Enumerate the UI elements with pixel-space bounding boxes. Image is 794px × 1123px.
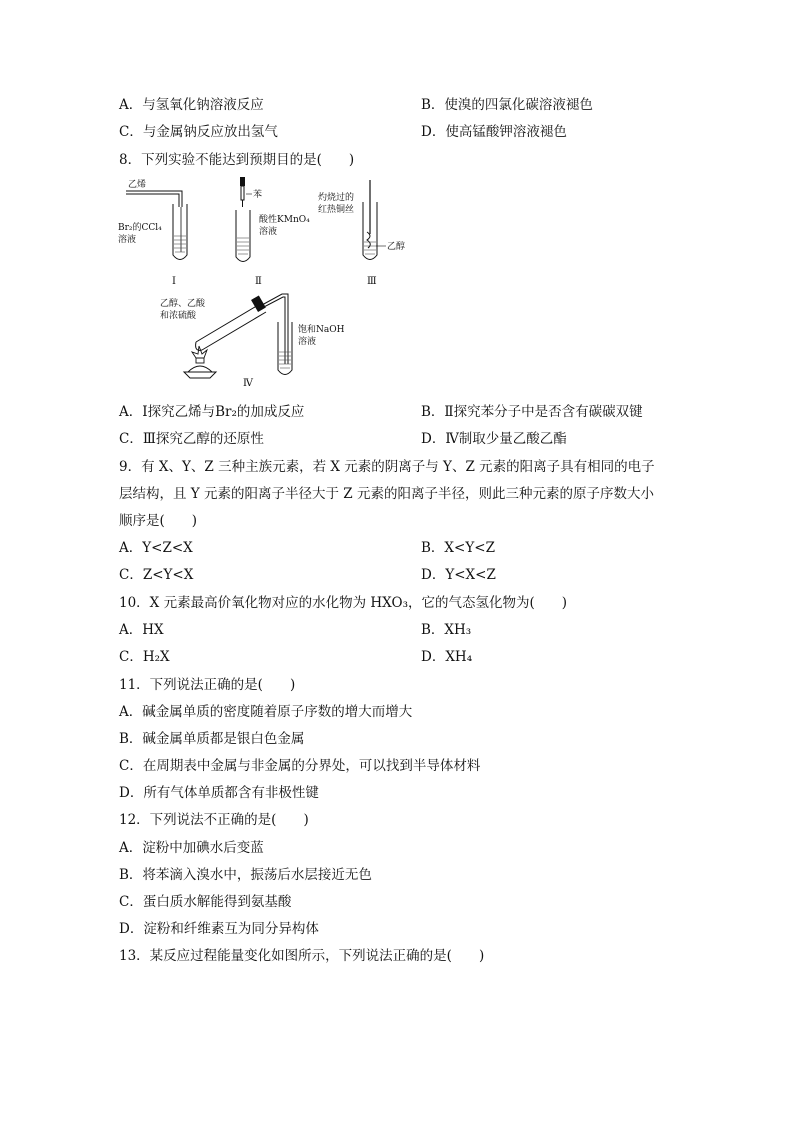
q8-stem: 8．下列实验不能达到预期目的是( ): [119, 152, 355, 168]
q12-option-b: B．将苯滴入溴水中，振荡后水层接近无色: [119, 867, 372, 883]
label-cu-1: 灼烧过的: [318, 193, 355, 203]
label-ethanol: 乙醇: [387, 242, 406, 252]
q10-option-d: D．XH₄: [421, 649, 473, 665]
q9-stem-line-3: 顺序是( ): [119, 513, 198, 529]
label-solution-2: 溶液: [259, 227, 278, 237]
label-solution-1: 溶液: [118, 235, 137, 245]
q11-option-d: D．所有气体单质都含有非极性键: [119, 785, 319, 801]
q8-option-b: B．Ⅱ探究苯分子中是否含有碳碳双键: [421, 404, 643, 420]
q8-option-d: D．Ⅳ制取少量乙酸乙酯: [421, 431, 567, 447]
label-mix-2: 和浓硫酸: [160, 311, 197, 321]
q8-apparatus-figure: [110, 172, 410, 394]
label-roman-4: Ⅳ: [243, 378, 253, 389]
q9-option-b: B．X<Y<Z: [421, 540, 495, 556]
label-mix-1: 乙醇、乙酸: [160, 299, 206, 309]
q7-option-b: B．使溴的四氯化碳溶液褪色: [421, 97, 593, 113]
q9-option-d: D．Y<X<Z: [421, 567, 496, 583]
q11-option-c: C．在周期表中金属与非金属的分界处，可以找到半导体材料: [119, 758, 481, 774]
q7-option-a: A．与氢氧化钠溶液反应: [119, 97, 264, 113]
q11-stem: 11．下列说法正确的是( ): [119, 677, 296, 693]
q8-option-a: A．Ⅰ探究乙烯与Br₂的加成反应: [119, 404, 305, 420]
q10-option-b: B．XH₃: [421, 622, 472, 638]
apparatus-4: [160, 294, 345, 389]
q10-option-a: A．HX: [119, 622, 164, 638]
q11-option-a: A．碱金属单质的密度随着原子序数的增大而增大: [119, 704, 413, 720]
q9-stem-line-2: 层结构，且 Y 元素的阳离子半径大于 Z 元素的阳离子半径，则此三种元素的原子序数大小: [119, 486, 654, 502]
label-benzene: 苯: [253, 190, 263, 200]
label-cu-2: 红热铜丝: [318, 205, 355, 215]
q9-option-a: A．Y<Z<X: [119, 540, 193, 556]
apparatus-1: [118, 178, 187, 287]
q11-option-b: B．碱金属单质都是银白色金属: [119, 731, 305, 747]
apparatus-2: [236, 177, 310, 287]
label-ethylene: 乙烯: [128, 180, 147, 190]
label-naoh-2: 溶液: [298, 337, 317, 347]
q7-option-d: D．使高锰酸钾溶液褪色: [421, 124, 567, 140]
q13-stem: 13．某反应过程能量变化如图所示，下列说法正确的是( ): [119, 948, 485, 964]
q10-stem: 10．X 元素最高价氧化物对应的水化物为 HXO₃，它的气态氢化物为( ): [119, 595, 568, 611]
label-kmno4: 酸性KMnO₄: [259, 215, 310, 225]
q9-option-c: C．Z<Y<X: [119, 567, 194, 583]
q12-stem: 12．下列说法不正确的是( ): [119, 812, 309, 828]
label-roman-1: Ⅰ: [172, 276, 176, 287]
q8-option-c: C．Ⅲ探究乙醇的还原性: [119, 431, 264, 447]
label-roman-2: Ⅱ: [255, 276, 262, 287]
label-naoh-1: 饱和NaOH: [298, 325, 345, 335]
q12-option-a: A．淀粉中加碘水后变蓝: [119, 840, 264, 856]
q10-option-c: C．H₂X: [119, 649, 170, 665]
label-roman-3: Ⅲ: [367, 276, 377, 287]
q12-option-d: D．淀粉和纤维素互为同分异构体: [119, 921, 319, 937]
label-br2-ccl4: Br₂的CCl₄: [118, 223, 162, 233]
q12-option-c: C．蛋白质水解能得到氨基酸: [119, 894, 292, 910]
apparatus-3: [318, 180, 405, 287]
q9-stem-line-1: 9．有 X、Y、Z 三种主族元素，若 X 元素的阴离子与 Y、Z 元素的阳离子具有相同的电子: [119, 459, 655, 475]
q7-option-c: C．与金属钠反应放出氢气: [119, 124, 278, 140]
